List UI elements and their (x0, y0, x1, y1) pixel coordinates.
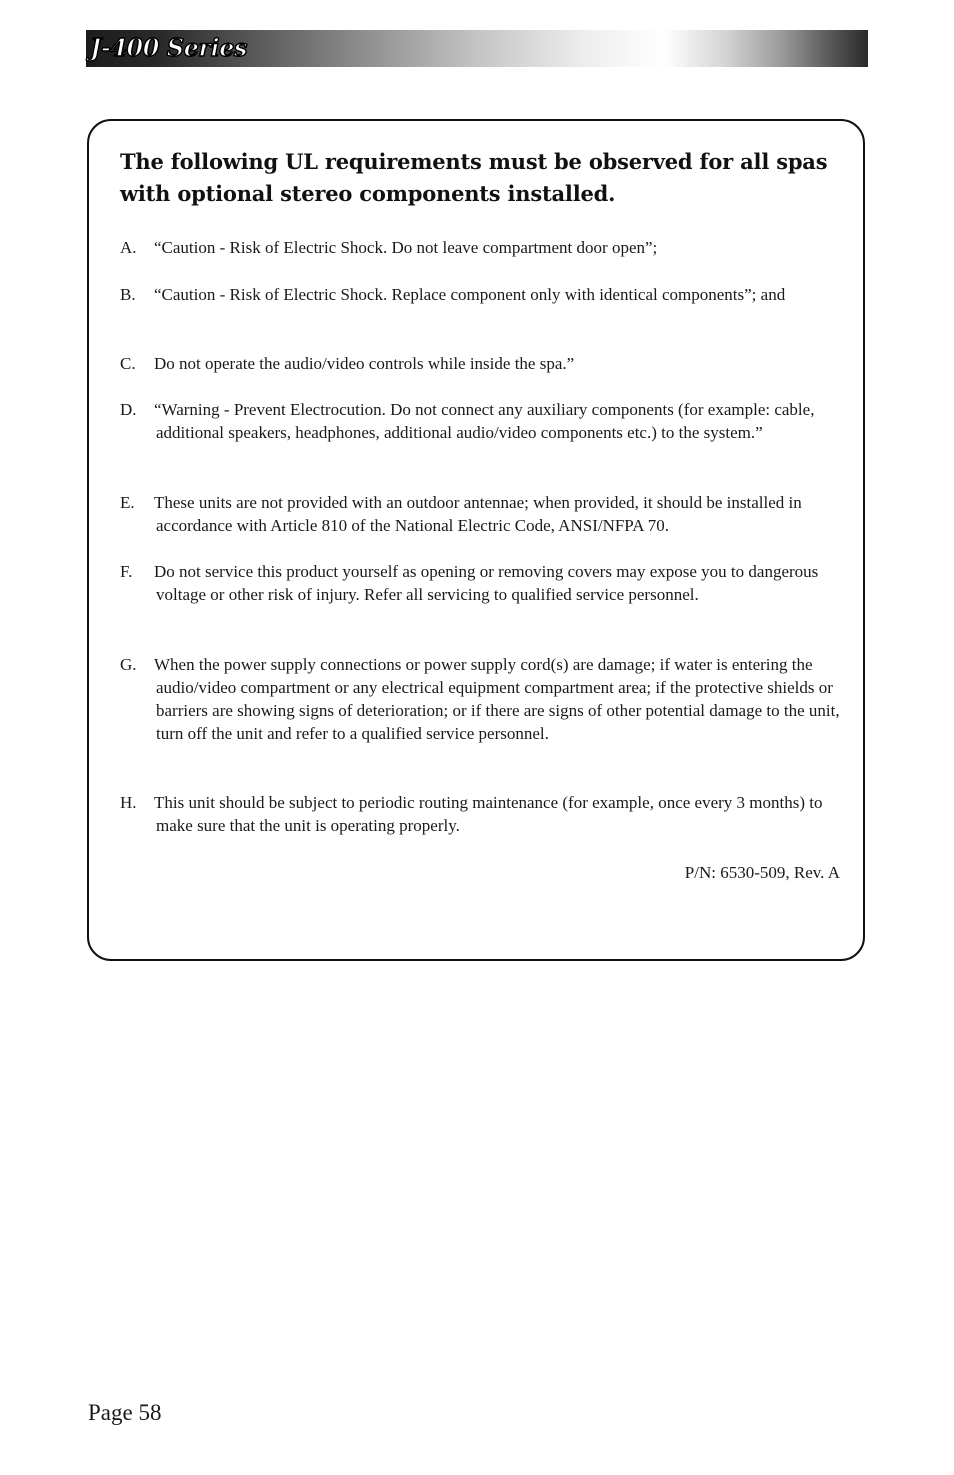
requirement-letter: G. (120, 655, 137, 674)
requirement-letter: F. (120, 562, 133, 581)
requirement-text: Do not service this product yourself as opening or removing covers may expose you to dangerous voltage or other risk of injury. Refer all servicing to qualified service personnel. (154, 562, 819, 604)
requirement-item-a (120, 236, 844, 259)
requirement-text: “Warning - Prevent Electrocution. Do not connect any auxiliary components (for example: cable, additional speakers, headphones, additional audio/video components etc.) to the system.” (154, 400, 815, 442)
requirement-letter: D. (120, 400, 137, 419)
requirement-item-d (120, 398, 844, 444)
requirement-text: When the power supply connections or power supply cord(s) are damage; if water is entering the audio/video compartment or any electrical equipment compartment area; if the protective shields or barriers are showing signs of deterioration; or if there are signs of other potential damage to the unit, turn off the unit and refer to a qualified service personnel. (154, 655, 840, 743)
requirement-letter: E. (120, 493, 135, 512)
requirement-item-h (120, 791, 844, 837)
requirement-item-b (120, 283, 844, 306)
requirement-item-f (120, 560, 844, 606)
requirement-letter: H. (120, 793, 137, 812)
series-title: J-400 Series (90, 33, 247, 62)
page-number: Page 58 (88, 1400, 162, 1425)
requirement-text: “Caution - Risk of Electric Shock. Do not leave compartment door open”; (154, 238, 658, 257)
part-number: P/N: 6530-509, Rev. A (684, 863, 840, 882)
requirement-letter: A. (120, 238, 137, 257)
requirement-text: “Caution - Risk of Electric Shock. Replace component only with identical components”; and (154, 285, 786, 304)
requirement-text: This unit should be subject to periodic routing maintenance (for example, once every 3 months) to make sure that the unit is operating properly. (154, 793, 823, 835)
header-bar (86, 30, 868, 67)
requirement-text: Do not operate the audio/video controls while inside the spa.” (154, 354, 575, 373)
notice-heading: The following UL requirements must be observed for all spas with optional stereo components installed. (120, 149, 828, 206)
requirement-item-e (120, 491, 844, 537)
requirement-item-g (120, 653, 844, 745)
requirement-item-c (120, 352, 844, 375)
requirement-text: These units are not provided with an outdoor antennae; when provided, it should be installed in accordance with Article 810 of the National Electric Code, ANSI/NFPA 70. (154, 493, 802, 535)
requirement-letter: B. (120, 285, 136, 304)
requirement-letter: C. (120, 354, 136, 373)
